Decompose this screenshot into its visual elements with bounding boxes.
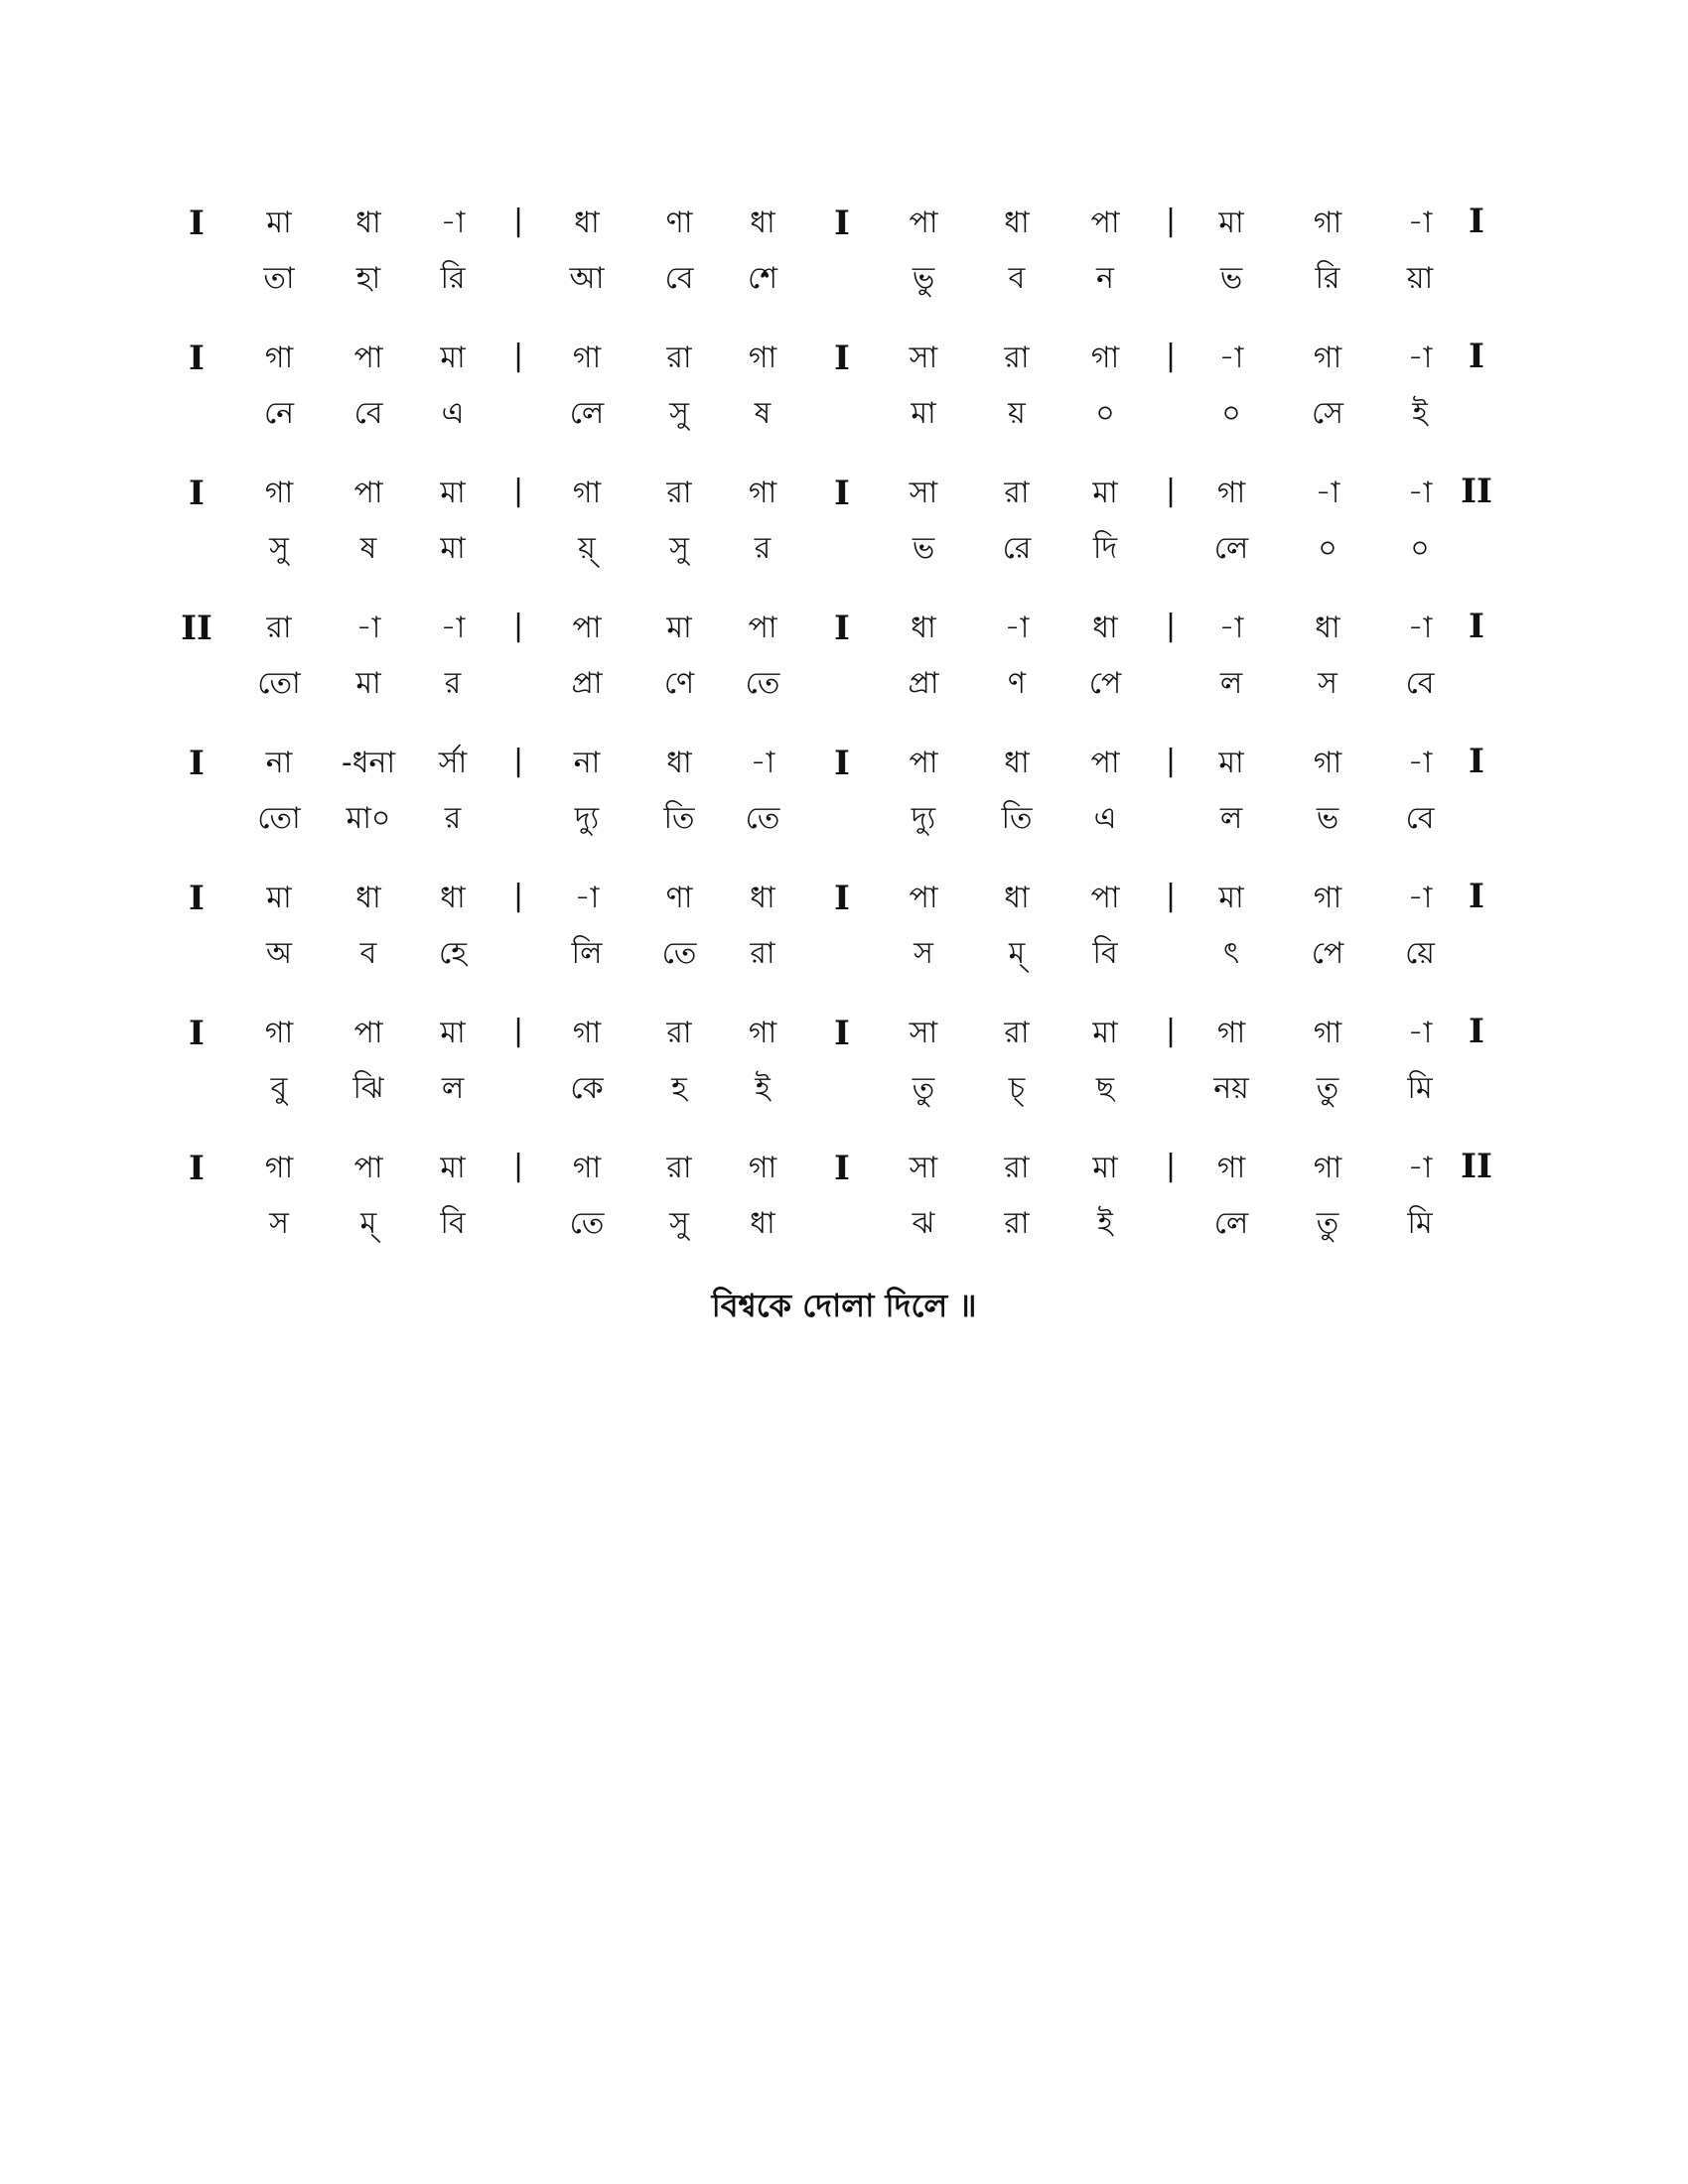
separator-barline: | <box>512 609 524 643</box>
separator-barline: | <box>512 1149 524 1183</box>
lyric-syllable: তো <box>257 801 301 836</box>
swara-note: গা <box>1216 476 1246 510</box>
swara-note: মা <box>440 476 466 510</box>
lyric-syllable: হ <box>671 1071 687 1106</box>
lyric-syllable: তে <box>661 936 697 971</box>
swara-note: ধা <box>911 611 936 645</box>
separator-barline: | <box>512 204 524 238</box>
row-open-barline: I <box>189 204 205 243</box>
lyric-syllable: প্রা <box>571 666 603 701</box>
swara-note: মা <box>666 611 692 645</box>
lyric-syllable: সু <box>669 1206 689 1241</box>
swara-note: পা <box>353 1151 383 1185</box>
swara-note: -া <box>1004 611 1030 645</box>
swara-note: মা <box>1218 746 1244 780</box>
lyric-syllable: শে <box>748 261 777 296</box>
swara-note: -া <box>750 746 775 780</box>
swara-note: রা <box>1004 1151 1030 1185</box>
lyric-syllable: মি <box>1407 1206 1433 1241</box>
swara-note: -া <box>574 881 600 915</box>
lyric-syllable: ল <box>1219 801 1243 836</box>
swara-note: পা <box>572 611 602 645</box>
lyric-syllable: ভ <box>912 531 935 566</box>
lyric-syllable: পে <box>1088 666 1122 701</box>
swara-note: ধা <box>1004 205 1030 240</box>
swara-note: -া <box>355 611 381 645</box>
swara-note: গা <box>1216 1016 1246 1050</box>
separator-barline: | <box>1165 1149 1177 1183</box>
lyric-syllable: ম্ <box>1008 936 1026 971</box>
separator-barline: | <box>512 744 524 778</box>
swara-note: ধা <box>355 205 381 240</box>
separator-barline: | <box>1165 339 1177 373</box>
swara-note: গা <box>1313 341 1342 375</box>
swara-note: পা <box>909 746 938 780</box>
swara-note: মা <box>1092 1151 1118 1185</box>
swara-note: পা <box>1090 746 1120 780</box>
lyric-syllable: ০ <box>1221 396 1241 431</box>
swara-note: পা <box>1090 205 1120 240</box>
row-close-barline: II <box>1461 1147 1492 1186</box>
row-close-barline: I <box>1469 202 1484 241</box>
swara-note: সা <box>909 1151 938 1185</box>
swara-note: মা <box>1092 476 1118 510</box>
lyric-syllable: স <box>914 936 933 971</box>
swara-note: -া <box>1407 205 1433 240</box>
swara-note: মা <box>1218 881 1244 915</box>
swara-note: গা <box>264 1016 294 1050</box>
lyric-syllable: বে <box>1405 801 1435 836</box>
swara-note: সা <box>909 1016 938 1050</box>
swara-note: গা <box>1313 881 1342 915</box>
lyric-syllable: ব <box>1008 261 1026 296</box>
swara-note: -া <box>1407 1151 1433 1185</box>
lyric-syllable: তে <box>745 801 780 836</box>
swara-note: গা <box>1216 1151 1246 1185</box>
lyric-syllable: সে <box>1312 396 1343 431</box>
closing-line: বিশ্বকে দোলা দিলে ॥ <box>711 1287 977 1324</box>
lyric-syllable: প্রা <box>908 666 939 701</box>
lyric-syllable: এ <box>1093 801 1117 836</box>
lyric-syllable: স <box>1318 666 1337 701</box>
swara-note: গা <box>748 1151 777 1185</box>
lyric-syllable: সু <box>669 396 689 431</box>
swara-note: মা <box>266 881 292 915</box>
lyric-syllable: য়া <box>1406 261 1434 296</box>
separator-barline: | <box>512 339 524 373</box>
lyric-syllable: তি <box>663 801 695 836</box>
swara-note: গা <box>264 476 294 510</box>
lyric-syllable: মা <box>440 531 466 566</box>
lyric-syllable: ই <box>755 1071 771 1106</box>
swara-note: পা <box>909 881 938 915</box>
separator-barline: | <box>1165 1014 1177 1048</box>
lyric-syllable: ষ <box>359 531 377 566</box>
lyric-syllable: এ <box>441 396 465 431</box>
swara-note: পা <box>353 1016 383 1050</box>
lyric-syllable: দ্যু <box>574 801 600 836</box>
lyric-syllable: রে <box>1002 531 1032 566</box>
lyric-syllable: য় <box>1008 396 1026 431</box>
lyric-syllable: ই <box>1097 1206 1113 1241</box>
swara-note: সা <box>909 341 938 375</box>
row-open-barline: I <box>189 1149 205 1188</box>
separator-barline: I <box>834 744 850 783</box>
lyric-syllable: ০ <box>1095 396 1115 431</box>
lyric-syllable: লি <box>571 936 603 971</box>
separator-barline: | <box>1165 609 1177 643</box>
lyric-syllable: স <box>269 1206 289 1241</box>
row-close-barline: I <box>1469 337 1484 376</box>
lyric-syllable: ০ <box>1318 531 1337 566</box>
separator-barline: I <box>834 1014 850 1053</box>
lyric-syllable: লে <box>1213 1206 1249 1241</box>
lyric-syllable: অ <box>266 936 292 971</box>
swara-note: রা <box>1004 341 1030 375</box>
swara-note: গা <box>748 341 777 375</box>
swara-note: গা <box>748 1016 777 1050</box>
lyric-syllable: কে <box>570 1071 604 1106</box>
lyric-syllable: র <box>444 801 462 836</box>
lyric-syllable: ৎ <box>1222 936 1240 971</box>
lyric-syllable: য়্ <box>578 531 596 566</box>
swara-note: গা <box>572 1016 602 1050</box>
lyric-syllable: ণ <box>1007 666 1027 701</box>
swara-note: ধা <box>1004 746 1030 780</box>
swara-note: গা <box>1313 1151 1342 1185</box>
swara-note: রা <box>1004 1016 1030 1050</box>
row-close-barline: II <box>1461 472 1492 511</box>
lyric-syllable: য়ে <box>1405 936 1435 971</box>
swara-note: না <box>573 746 601 780</box>
swara-note: -া <box>1407 746 1433 780</box>
swara-note: গা <box>1090 341 1120 375</box>
swara-note: গা <box>572 341 602 375</box>
lyric-syllable: চ্ <box>1008 1071 1026 1106</box>
swara-note: -া <box>1218 611 1244 645</box>
row-close-barline: I <box>1469 1012 1484 1051</box>
row-open-barline: I <box>189 339 205 378</box>
lyric-syllable: ভু <box>912 261 935 296</box>
lyric-syllable: রি <box>440 261 466 296</box>
lyric-syllable: ব <box>359 936 377 971</box>
swara-note: পা <box>353 341 383 375</box>
lyric-syllable: নয় <box>1213 1071 1249 1106</box>
lyric-syllable: তি <box>1001 801 1033 836</box>
lyric-syllable: ঝি <box>352 1071 384 1106</box>
lyric-syllable: রি <box>1315 261 1340 296</box>
separator-barline: I <box>834 609 850 648</box>
swara-note: রা <box>666 476 692 510</box>
lyric-syllable: লে <box>569 396 605 431</box>
lyric-syllable: তু <box>1316 1071 1339 1106</box>
lyric-syllable: বে <box>664 261 694 296</box>
swara-note: সা <box>909 476 938 510</box>
separator-barline: | <box>1165 204 1177 238</box>
row-open-barline: II <box>181 609 212 648</box>
lyric-syllable: সু <box>269 531 289 566</box>
swara-note: পা <box>353 476 383 510</box>
swara-note: ধা <box>1004 881 1030 915</box>
lyric-syllable: ন <box>1096 261 1114 296</box>
lyric-syllable: ম্ <box>359 1206 377 1241</box>
swara-note: -া <box>1407 476 1433 510</box>
swara-note: গা <box>572 1151 602 1185</box>
swara-note: গা <box>1313 1016 1342 1050</box>
lyric-syllable: বে <box>353 396 383 431</box>
swara-note: রা <box>666 1151 692 1185</box>
separator-barline: | <box>512 879 524 913</box>
separator-barline: | <box>512 474 524 508</box>
lyric-syllable: মা <box>911 396 936 431</box>
row-open-barline: I <box>189 879 205 918</box>
swara-note: রা <box>666 1016 692 1050</box>
lyric-syllable: রা <box>1004 1206 1030 1241</box>
lyric-syllable: দি <box>1092 531 1118 566</box>
lyric-syllable: ভ <box>1219 261 1243 296</box>
row-close-barline: I <box>1469 877 1484 916</box>
separator-barline: I <box>834 1149 850 1188</box>
separator-barline: | <box>1165 879 1177 913</box>
swara-note: পা <box>748 611 777 645</box>
lyric-syllable: তা <box>263 261 295 296</box>
lyric-syllable: মি <box>1407 1071 1433 1106</box>
swara-note: গা <box>264 1151 294 1185</box>
swara-note: -া <box>1315 476 1340 510</box>
swara-note: ধা <box>1315 611 1340 645</box>
lyric-syllable: দ্যু <box>911 801 936 836</box>
swara-note: রা <box>266 611 292 645</box>
swara-note: ধা <box>574 205 600 240</box>
lyric-syllable: মা <box>355 666 381 701</box>
swara-note: রা <box>666 341 692 375</box>
swara-note: পা <box>1090 881 1120 915</box>
lyric-syllable: বি <box>440 1206 466 1241</box>
swara-note: মা <box>440 1151 466 1185</box>
swara-note: -া <box>1407 341 1433 375</box>
lyric-syllable: র <box>754 531 772 566</box>
lyric-syllable: বে <box>1405 666 1435 701</box>
lyric-syllable: মা০ <box>346 801 391 836</box>
lyric-syllable: ল <box>441 1071 465 1106</box>
lyric-syllable: তু <box>1316 1206 1339 1241</box>
row-open-barline: I <box>189 474 205 513</box>
lyric-syllable: র <box>444 666 462 701</box>
swara-note: গা <box>748 476 777 510</box>
lyric-syllable: ণে <box>663 666 695 701</box>
lyric-syllable: তে <box>569 1206 605 1241</box>
swara-note: ধা <box>355 881 381 915</box>
row-open-barline: I <box>189 744 205 783</box>
swara-note: -া <box>440 611 466 645</box>
lyric-syllable: তে <box>745 666 780 701</box>
swara-note: -া <box>440 205 466 240</box>
lyric-syllable: লে <box>1213 531 1249 566</box>
swara-note: পা <box>909 205 938 240</box>
lyric-syllable: ০ <box>1410 531 1430 566</box>
row-open-barline: I <box>189 1014 205 1053</box>
swara-note: র্সা <box>438 746 468 780</box>
swara-note: মা <box>266 205 292 240</box>
lyric-syllable: হে <box>439 936 467 971</box>
swara-note: ধা <box>440 881 466 915</box>
swara-note: ধা <box>750 881 775 915</box>
swara-note: গা <box>1313 746 1342 780</box>
lyric-syllable: নে <box>263 396 295 431</box>
separator-barline: | <box>512 1014 524 1048</box>
swara-note: রা <box>1004 476 1030 510</box>
separator-barline: I <box>834 879 850 918</box>
lyric-syllable: ধা <box>750 1206 775 1241</box>
swara-note: গা <box>1313 205 1342 240</box>
swara-note: না <box>265 746 293 780</box>
lyric-syllable: তু <box>912 1071 935 1106</box>
swara-note: -ধনা <box>341 746 396 780</box>
lyric-syllable: ই <box>1412 396 1428 431</box>
lyric-syllable: হা <box>355 261 381 296</box>
row-close-barline: I <box>1469 607 1484 646</box>
swara-note: ণা <box>665 205 693 240</box>
lyric-syllable: ষ <box>754 396 772 431</box>
lyric-syllable: রা <box>750 936 775 971</box>
swara-note: -া <box>1218 341 1244 375</box>
swara-note: গা <box>264 341 294 375</box>
lyric-syllable: ঝ <box>912 1206 935 1241</box>
lyric-syllable: সু <box>669 531 689 566</box>
lyric-syllable: ভ <box>1316 801 1339 836</box>
swara-note: গা <box>572 476 602 510</box>
swara-note: -া <box>1407 881 1433 915</box>
separator-barline: | <box>1165 744 1177 778</box>
swara-note: ধা <box>750 205 775 240</box>
swara-note: -া <box>1407 611 1433 645</box>
swara-note: ধা <box>666 746 692 780</box>
lyric-syllable: ল <box>1219 666 1243 701</box>
swara-note: মা <box>440 1016 466 1050</box>
lyric-syllable: পে <box>1311 936 1344 971</box>
lyric-syllable: আ <box>569 261 605 296</box>
separator-barline: I <box>834 474 850 513</box>
swara-note: ণা <box>665 881 693 915</box>
swara-note: ধা <box>1092 611 1118 645</box>
swara-note: মা <box>440 341 466 375</box>
lyric-syllable: বি <box>1092 936 1118 971</box>
separator-barline: | <box>1165 474 1177 508</box>
lyric-syllable: ছ <box>1095 1071 1115 1106</box>
swara-note: -া <box>1407 1016 1433 1050</box>
row-close-barline: I <box>1469 742 1484 781</box>
separator-barline: I <box>834 204 850 243</box>
swara-note: মা <box>1218 205 1244 240</box>
swara-note: মা <box>1092 1016 1118 1050</box>
lyric-syllable: তো <box>257 666 301 701</box>
separator-barline: I <box>834 339 850 378</box>
lyric-syllable: বু <box>270 1071 288 1106</box>
